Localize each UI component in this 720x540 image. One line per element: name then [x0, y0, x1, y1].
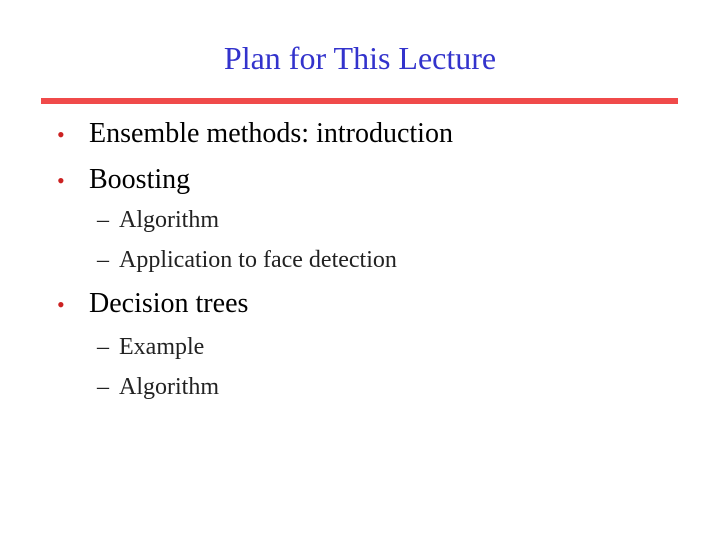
sub-bullet-item-algorithm — [97, 205, 219, 235]
bullet-icon: • — [57, 122, 65, 147]
dash-icon: – — [97, 334, 109, 360]
sub-bullet-text: Algorithm — [119, 207, 219, 233]
bullet-icon: • — [57, 292, 65, 317]
sub-bullet-text: Application to face detection — [119, 247, 397, 273]
sub-bullet-item-example — [97, 332, 204, 362]
bullet-text: Boosting — [89, 164, 191, 195]
dash-icon: – — [97, 247, 109, 273]
dash-icon: – — [97, 207, 109, 233]
bullet-item-decision-trees — [57, 286, 248, 323]
bullet-item-ensemble-methods — [57, 116, 453, 153]
bullet-item-boosting — [57, 162, 190, 199]
sub-bullet-item-algorithm-trees — [97, 372, 219, 402]
bullet-icon: • — [57, 168, 65, 193]
dash-icon: – — [97, 374, 109, 400]
sub-bullet-text: Algorithm — [119, 374, 219, 400]
bullet-text: Decision trees — [89, 288, 249, 319]
sub-bullet-item-face-detection — [97, 245, 397, 275]
sub-bullet-text: Example — [119, 334, 205, 360]
bullet-text: Ensemble methods: introduction — [89, 118, 453, 149]
slide-title: Plan for This Lecture — [223, 40, 497, 76]
